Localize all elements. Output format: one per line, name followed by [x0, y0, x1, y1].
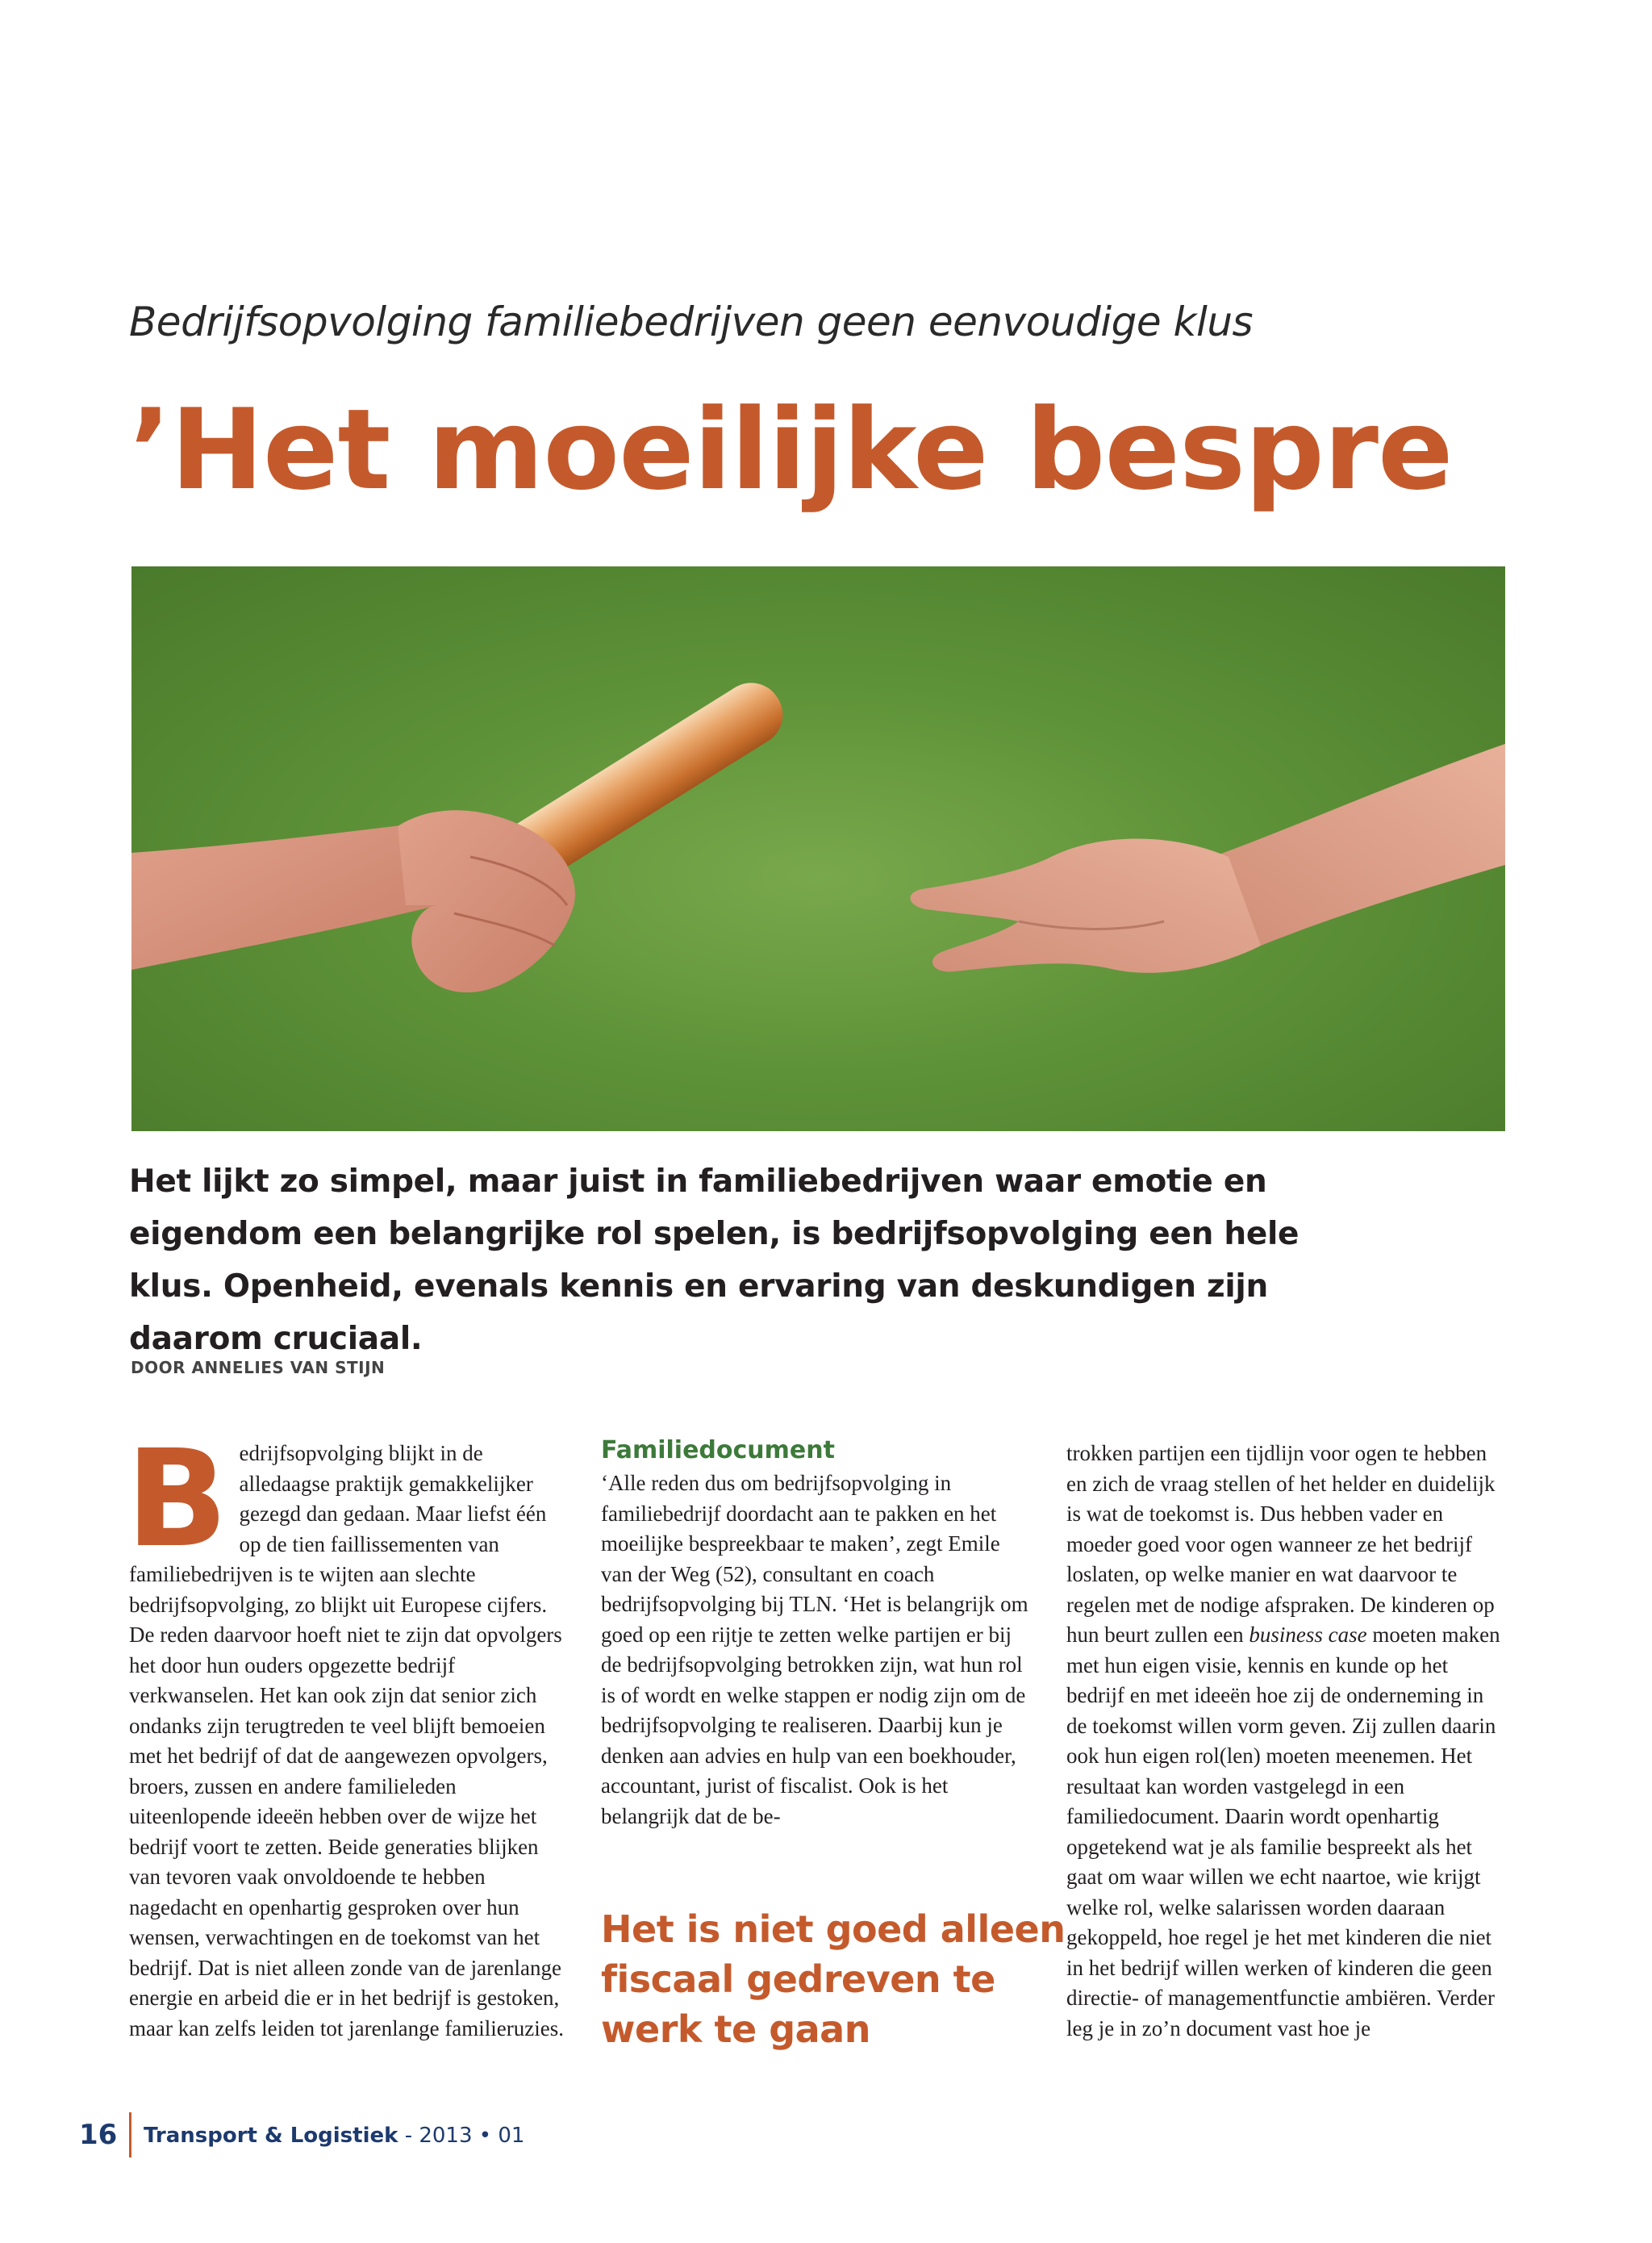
column-1 [126, 1422, 565, 2044]
right-hand [911, 839, 1261, 973]
relay-baton-photo [131, 566, 1505, 1131]
relay-baton-illustration [131, 566, 1505, 1131]
left-arm [131, 823, 438, 970]
byline: DOOR ANNELIES VAN STIJN [131, 1358, 386, 1377]
issue-number: - 2013 • 01 [398, 2124, 525, 2148]
column-3-text-a: trokken partijen een tijdlijn voor ogen te hebben en zich de vraag stellen of het helder en duidelijk is wat de toekomst is. Dus hebben vader en moeder goed voor ogen wanneer ze het bedrijf loslaten, op welke manier en wat daarvoor te regelen met de nodige afspraken. De kinderen op hun beurt zullen een [1066, 1441, 1496, 1647]
column-3 [1066, 1439, 1502, 2044]
article-intro: Het lijkt zo simpel, maar juist in familiebedrijven waar emotie en eigendom een belangrijke rol spelen, is bedrijfsopvolging een hele klus. Openheid, evenals kennis en ervaring van deskundigen zijn daarom cruciaal. [129, 1163, 1299, 1357]
column-3-text-b: moeten maken met hun eigen visie, kennis en kunde op het bedrijf en met ideeën hoe zij de onderneming in de toekomst willen vorm geven. Zij zullen daarin ook hun eigen rol(len) moeten meenemen. Het resultaat kan worden vastgelegd in een familiedocument. Daarin wordt openhartig opgetekend wat je als familie bespreekt als het gaat om waar willen we echt naartoe, wie krijgt welke rol, welke salarissen worden daaraan gekoppeld, hoe regel je het met kinderen die niet in het bedrijf willen werken of kinderen die geen directie- of managementfunctie ambiëren. Verder leg je in zo’n document vast hoe je [1066, 1623, 1500, 2040]
column-2 [601, 1435, 1037, 1832]
magazine-name: Transport & Logistiek [144, 2124, 398, 2148]
column-2-text: ‘Alle reden dus om bedrijfsopvolging in familiebedrijf doordacht aan te pakken en het moeilijke bespreekbaar te maken’, zegt Emile van der Weg (52), consultant en coach bedrijfsopvolging bij TLN. ‘Het is belangrijk om goed op een rijtje te zetten welke partijen er bij de bedrijfsopvolging betrokken zijn, wat hun rol is of wordt en welke stappen er nodig zijn om de bedrijfsopvolging te realiseren. Daarbij kun je denken aan advies en hulp van een boekhouder, accountant, jurist of fiscalist. Ook is het belangrijk dat de be- [601, 1471, 1028, 1828]
article-headline: ’Het moeilijke bespre [129, 385, 1453, 515]
article-subtitle: Bedrijfsopvolging familiebedrijven geen eenvoudige klus [129, 299, 1254, 345]
drop-cap: B [126, 1422, 228, 1577]
magazine-info [144, 2124, 524, 2148]
page-number: 16 [79, 2119, 118, 2151]
section-heading: Familiedocument [601, 1436, 835, 1464]
footer-divider [129, 2112, 131, 2157]
pull-quote: Het is niet goed alleen fiscaal gedreven te werk te gaan [601, 1907, 1066, 2051]
column-3-emphasis: business case [1249, 1623, 1367, 1647]
right-arm [1212, 744, 1505, 946]
column-1-text: edrijfsopvolging blijkt in de alledaagse praktijk gemakkelijker gezegd dan gedaan. Maar liefst één op de tien faillissementen van familiebedrijven is te wijten aan slechte bedrijfsopvolging, zo blijkt uit Europese cijfers. De reden daarvoor hoeft niet te zijn dat opvolgers het door hun ouders opgezette bedrijf verkwanselen. Het kan ook zijn dat senior zich ondanks zijn terugtreden te veel blijft bemoeien met het bedrijf of dat de aangewezen opvolgers, broers, zussen en andere familieleden uiteenlopende ideeën hebben over de wijze het bedrijf voort te zetten. Beide generaties blijken van tevoren vaak onvoldoende te hebben nagedacht en openhartig gesproken over hun wensen, verwachtingen en de toekomst van het bedrijf. Dat is niet alleen zonde van de jarenlange energie en arbeid die er in het bedrijf is gestoken, maar kan zelfs leiden tot jarenlange familieruzies. [129, 1441, 564, 2040]
